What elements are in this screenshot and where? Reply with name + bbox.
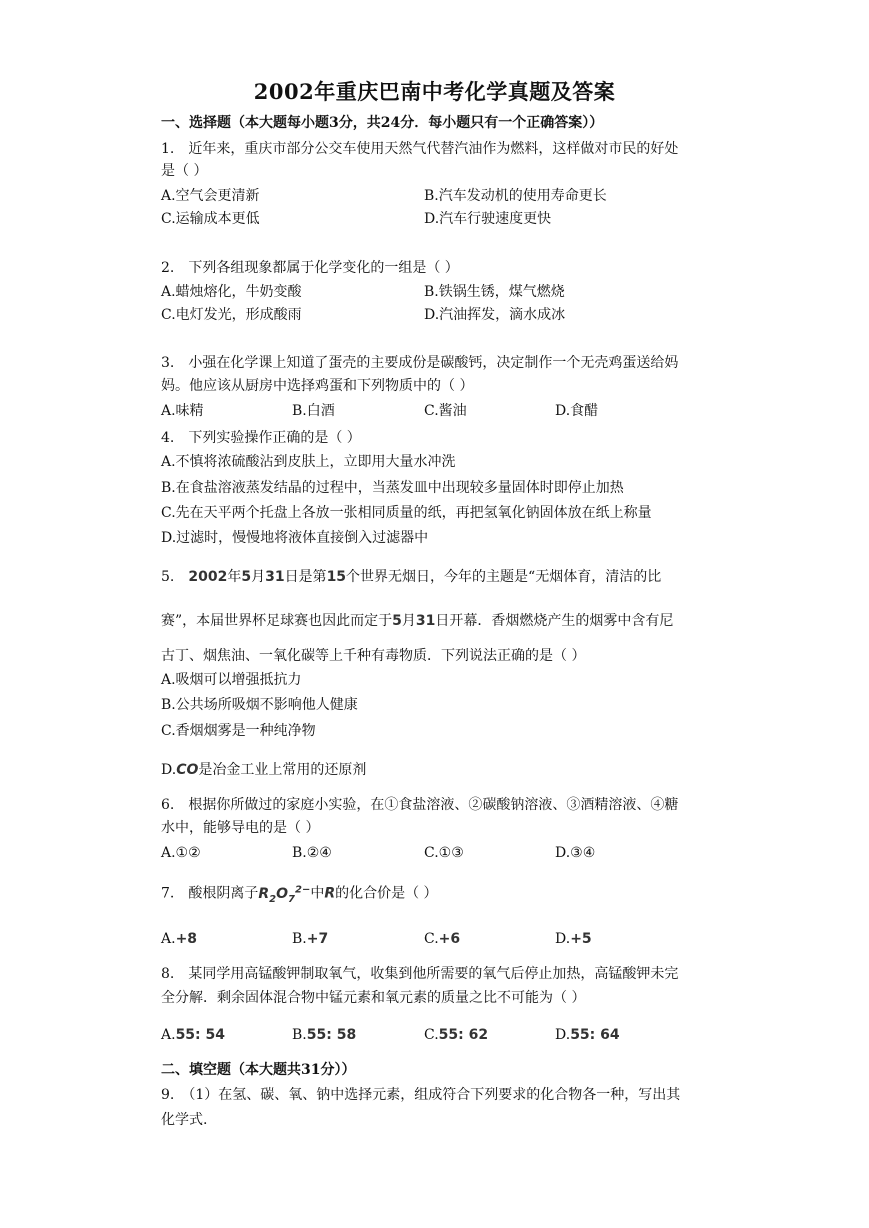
formula-co: CO [176, 762, 199, 778]
question-3-text-cont: 妈。他应该从厨房中选择鸡蛋和下列物质中的（ ） [161, 378, 474, 394]
question-1-text: 1. 近年来，重庆市部分公交车使用天然气代替汽油作为燃料，这样做对市民的好处 [161, 141, 679, 157]
formula-symbol: O [276, 885, 289, 902]
text-fragment: 日是第 [284, 569, 327, 585]
question-3-option-c: C.酱油 [424, 403, 467, 419]
option-label: A. [161, 931, 176, 947]
question-1-option-d: D.汽车行驶速度更快 [424, 211, 552, 227]
question-4-option-d: D.过滤时，慢慢地将液体直接倒入过滤器中 [161, 530, 429, 546]
formula-symbol: R [258, 885, 270, 902]
question-2-option-b: B.铁锅生锈，煤气燃烧 [424, 284, 565, 300]
question-4-text: 4. 下列实验操作正确的是（ ） [161, 430, 361, 446]
option-label: C. [424, 931, 439, 947]
question-7-option-a [161, 929, 197, 949]
option-label: D. [161, 762, 177, 778]
question-5-option-a: A.吸烟可以增强抵抗力 [161, 672, 302, 688]
question-8-option-d [555, 1025, 620, 1045]
formula-charge: 2− [294, 884, 311, 895]
question-5-text-cont2: 古丁、烟焦油、一氧化碳等上千种有毒物质．下列说法正确的是（ ） [161, 648, 586, 664]
question-5-text [161, 567, 661, 587]
option-label: D. [555, 1027, 571, 1043]
question-1-option-b: B.汽车发动机的使用寿命更长 [424, 188, 607, 204]
question-3-option-b: B.白酒 [292, 403, 335, 419]
option-value: 55: 62 [438, 1027, 489, 1043]
question-6-option-b: B.②④ [292, 845, 332, 861]
text-fragment: 日开幕．香烟燃烧产生的烟雾中含有尼 [435, 613, 674, 629]
question-6-option-d: D.③④ [555, 845, 596, 861]
formula-subscript: 2 [269, 893, 277, 905]
question-2-option-d: D.汽油挥发，滴水成冰 [424, 307, 566, 323]
option-value: +7 [306, 931, 329, 947]
question-1-text-cont: 是（ ） [161, 163, 208, 179]
question-8-text-cont: 全分解．剩余固体混合物中锰元素和氧元素的质量之比不可能为（ ） [161, 990, 586, 1006]
question-7-option-d [555, 929, 592, 949]
option-value: 55: 64 [570, 1027, 620, 1043]
text-fragment: 个世界无烟日，今年的主题是“无烟体育，清洁的比 [346, 569, 662, 585]
text-fragment: 月 [401, 613, 416, 629]
question-6-option-a: A.①② [161, 845, 201, 861]
question-2-text: 2. 下列各组现象都属于化学变化的一组是（ ） [161, 260, 459, 276]
question-8-option-a [161, 1025, 225, 1045]
text-fragment: 是冶金工业上常用的还原剂 [198, 762, 367, 778]
text-fragment: 赛”，本届世界杯足球赛也因此而定于 [161, 613, 393, 629]
question-1-option-c: C.运输成本更低 [161, 211, 260, 227]
question-3-option-d: D.食醋 [555, 403, 599, 419]
question-9-text-cont: 化学式. [161, 1112, 208, 1128]
option-label: C. [424, 1027, 439, 1043]
text-fragment: 的化合价是（ ） [335, 885, 438, 902]
question-5-text-cont [161, 611, 673, 631]
text-fragment: 中 [310, 885, 325, 902]
option-value: 55: 58 [306, 1027, 357, 1043]
option-label: B. [292, 1027, 307, 1043]
formula-subscript: 7 [288, 893, 295, 905]
option-label: D. [555, 931, 571, 947]
question-4-option-b: B.在食盐溶液蒸发结晶的过程中，当蒸发皿中出现较多量固体时即停止加热 [161, 480, 624, 496]
year-number: 2002 [188, 569, 228, 585]
month-number: 5 [241, 569, 252, 585]
question-1-option-a: A.空气会更清新 [161, 188, 260, 204]
ordinal-number: 15 [326, 569, 347, 585]
question-6-option-c: C.①③ [424, 845, 464, 861]
text-fragment: 7. 酸根阴离子 [161, 885, 259, 902]
formula-symbol: R [324, 885, 336, 902]
question-5-option-d [161, 760, 366, 780]
question-7-option-c [424, 929, 460, 949]
question-6-text-cont: 水中，能够导电的是（ ） [161, 820, 320, 836]
section-heading-fill: 二、填空题（本大题共31分）） [161, 1062, 356, 1078]
question-4-option-c: C.先在天平两个托盘上各放一张相同质量的纸，再把氢氧化钠固体放在纸上称量 [161, 505, 652, 521]
question-6-text: 6. 根据你所做过的家庭小实验，在①食盐溶液、②碳酸钠溶液、③酒精溶液、④糖 [161, 797, 679, 813]
option-value: +6 [438, 931, 461, 947]
question-3-text: 3. 小强在化学课上知道了蛋壳的主要成份是碳酸钙，决定制作一个无壳鸡蛋送给妈 [161, 355, 679, 371]
question-8-option-b [292, 1025, 356, 1045]
question-4-option-a: A.不慎将浓硫酸沾到皮肤上，立即用大量水冲洗 [161, 454, 456, 470]
question-8-text: 8. 某同学用高锰酸钾制取氧气，收集到他所需要的氧气后停止加热，高锰酸钾未完 [161, 966, 679, 982]
question-9-text: 9. （1）在氢、碳、氧、钠中选择元素，组成符合下列要求的化合物各一种，写出其 [161, 1087, 681, 1103]
text-fragment: 月 [251, 569, 266, 585]
page-title: 2002年重庆巴南中考化学真题及答案 [253, 79, 616, 104]
question-5-option-c: C.香烟烟雾是一种纯净物 [161, 723, 316, 739]
text-fragment: 年 [227, 569, 242, 585]
option-value: +8 [175, 931, 198, 947]
question-5-option-b: B.公共场所吸烟不影响他人健康 [161, 697, 358, 713]
option-value: 55: 54 [175, 1027, 225, 1043]
question-7-text [161, 880, 438, 909]
month-number: 5 [392, 613, 402, 629]
question-7-option-b [292, 929, 328, 949]
section-heading-choice: 一、选择题（本大题每小题3分，共24分．每小题只有一个正确答案）） [161, 115, 604, 131]
question-3-option-a: A.味精 [161, 403, 204, 419]
option-label: B. [292, 931, 307, 947]
formula-r2o7 [258, 884, 311, 905]
option-value: +5 [570, 931, 592, 947]
question-2-option-a: A.蜡烛熔化，牛奶变酸 [161, 284, 302, 300]
day-number: 31 [415, 613, 436, 629]
question-5-number: 5. [161, 569, 189, 585]
question-8-option-c [424, 1025, 488, 1045]
option-label: A. [161, 1027, 176, 1043]
question-2-option-c: C.电灯发光，形成酸雨 [161, 307, 302, 323]
day-number: 31 [265, 569, 285, 585]
